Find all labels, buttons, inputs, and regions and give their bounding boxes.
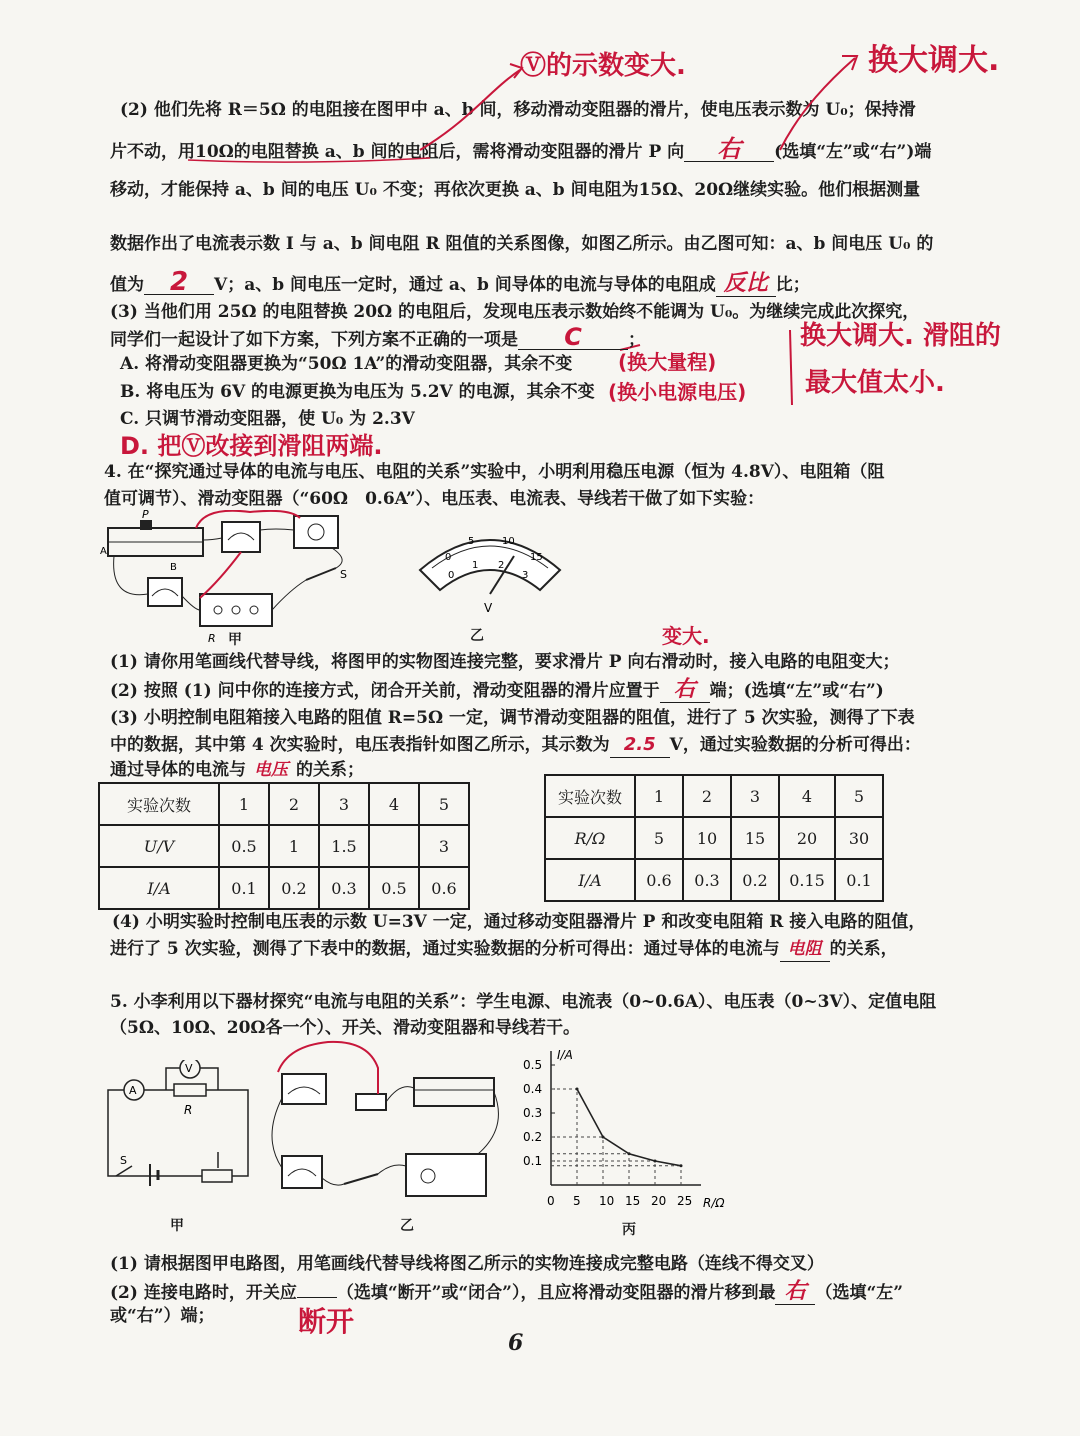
y-tick-label: 0.5 (523, 1058, 543, 1072)
table2-cell: 30 (835, 817, 883, 859)
annotation-right-note2: 最大值太小. (805, 368, 945, 398)
q3-line2 (110, 325, 645, 352)
q4-part3-line3-a: 通过导体的电流与 (110, 760, 246, 780)
q4-part4-line1: (4) 小明实验时控制电压表的示数 U=3V 一定，通过移动变阻器滑片 P 和改变电阻箱 R 接入电路的阻值， (112, 912, 926, 932)
table2-cell: 4 (779, 775, 835, 817)
y-tick-label: 0.1 (523, 1154, 543, 1168)
q4-table-voltage (98, 782, 470, 910)
q4-part2 (110, 678, 884, 703)
table2-cell: 5 (835, 775, 883, 817)
q3-line2-a: 同学们一起设计了如下方案，下列方案不正确的一项是 (110, 330, 518, 350)
q4-fig-a-label: 甲 (228, 632, 242, 648)
page-number: 6 (508, 1330, 524, 1356)
svg-text:15: 15 (530, 552, 543, 563)
annotation-option-b: (换小电源电压) (608, 380, 747, 404)
annotation-option-d: D. 把Ⓥ改接到滑阻两端. (120, 432, 383, 460)
svg-text:S: S (120, 1154, 127, 1167)
annotation-swap-larger: 换大调大. (868, 43, 1000, 78)
svg-text:1: 1 (472, 560, 479, 571)
q5-part2-a: (2) 连接电路时，开关应 (110, 1283, 297, 1303)
q3-option-b: B. 将电压为 6V 的电源更换为电压为 5.2V 的电源，其余不变 (120, 382, 595, 402)
table2-row-label: R/Ω (545, 817, 635, 859)
data-point (628, 1152, 631, 1155)
q4-part2-a: (2) 按照 (1) 问中你的连接方式，闭合开关前，滑动变阻器的滑片应置于 (110, 681, 660, 701)
q3-answer: C (518, 325, 628, 350)
svg-text:2: 2 (498, 560, 505, 571)
q2-line5-a: 值为 (110, 275, 144, 295)
table2-cell: 0.3 (683, 859, 731, 901)
q5-part2-c: （选填“左” (815, 1283, 904, 1303)
q2-line1: (2) 他们先将 R＝5Ω 的电阻接在图甲中 a、b 间，移动滑动变阻器的滑片，使电压表示数为 U₀；保持滑 (120, 100, 916, 120)
q5-part2 (110, 1280, 903, 1305)
q5-intro2: （5Ω、10Ω、20Ω各一个）、开关、滑动变阻器和导线若干。 (110, 1018, 581, 1038)
q5-part2-b: （选填“断开”或“闭合”），且应将滑动变阻器的滑片移到最 (336, 1283, 776, 1303)
svg-text:V: V (185, 1062, 193, 1075)
svg-text:A: A (100, 546, 107, 557)
data-point (576, 1088, 579, 1091)
svg-text:R: R (208, 632, 216, 645)
table2-cell: 1 (635, 775, 683, 817)
table1-cell: 2 (269, 783, 319, 825)
annotation-voltmeter-increase: Ⓥ的示数变大. (520, 51, 686, 81)
x-tick-label: 0 (547, 1194, 555, 1208)
svg-text:P: P (142, 510, 149, 521)
table2-cell: 15 (731, 817, 779, 859)
q2-line4: 数据作出了电流表示数 I 与 a、b 间电阻 R 阻值的关系图像，如图乙所示。由乙图可知：a、b 间电压 U₀ 的 (110, 234, 934, 254)
q4-answer-end: 右 (660, 678, 710, 703)
q4-answer-resistance: 电阻 (780, 937, 830, 962)
q2-answer-inverse: 反比 (716, 272, 776, 297)
q4-part4-line2 (110, 937, 898, 962)
table1-cell: 3 (419, 825, 469, 867)
table1-cell: 4 (369, 783, 419, 825)
table1-cell: 1.5 (319, 825, 369, 867)
table1-row-label: U/V (99, 825, 219, 867)
svg-text:0: 0 (445, 552, 452, 563)
q4-part3-line3-b: 的关系； (296, 760, 364, 780)
svg-text:S: S (340, 568, 347, 581)
x-tick-label: 25 (677, 1194, 693, 1208)
svg-text:A: A (129, 1084, 137, 1097)
data-point (654, 1160, 657, 1163)
q5-part2-line2: 或“右”）端； (110, 1306, 215, 1326)
table2-cell: 10 (683, 817, 731, 859)
table2-cell: 0.6 (635, 859, 683, 901)
data-point (602, 1136, 605, 1139)
table1-cell: 3 (319, 783, 369, 825)
q2-line2-a: 片不动，用10Ω的电阻替换 a、b 间的电阻后，需将滑动变阻器的滑片 P 向 (110, 142, 685, 162)
voltmeter-label: V (484, 601, 493, 615)
annotation-q5-answer: 断开 (298, 1305, 355, 1338)
q5-part1: (1) 请根据图甲电路图，用笔画线代替导线将图乙所示的实物连接成完整电路（连线不得交叉） (110, 1254, 824, 1274)
q2-line2-b: (选填“左”或“右”)端 (774, 142, 932, 162)
q5-answer-end: 右 (775, 1280, 815, 1305)
table1-row-label: I/A (99, 867, 219, 909)
table2-header: 实验次数 (545, 775, 635, 817)
q2-line5-c: 比； (775, 275, 810, 295)
q5-intro1: 5. 小李利用以下器材探究“电流与电阻的关系”：学生电源、电流表（0~0.6A）、电压表（0~3V）、定值电阻 (110, 992, 937, 1012)
q5-fig-a-label: 甲 (170, 1218, 184, 1234)
q5-blank-switch (297, 1297, 337, 1298)
table2-cell: 0.1 (835, 859, 883, 901)
x-tick-label: 15 (625, 1194, 641, 1208)
q4-part3-line2 (110, 733, 921, 758)
y-tick-label: 0.2 (523, 1130, 543, 1144)
table1-cell: 0.2 (269, 867, 319, 909)
q4-part4-line2-a: 进行了 5 次实验，测得了下表中的数据，通过实验数据的分析可得出：通过导体的电流与 (110, 939, 780, 959)
y-axis-label: I/A (557, 1048, 573, 1062)
table2-cell: 0.15 (779, 859, 835, 901)
q4-table-resistance (544, 774, 884, 902)
q2-line3: 移动，才能保持 a、b 间的电压 U₀ 不变；再依次更换 a、b 间电阻为15Ω、20Ω继续实验。他们根据测量 (110, 180, 921, 200)
q4-part3-line2-a: 中的数据，其中第 4 次实验时，电压表指针如图乙所示，其示数为 (110, 735, 610, 755)
table1-cell: 0.6 (419, 867, 469, 909)
q4-answer-reading: 2.5 (610, 733, 670, 758)
table2-cell: 20 (779, 817, 835, 859)
q4-part3-line3 (110, 758, 364, 783)
q4-fig-b-label: 乙 (470, 628, 484, 644)
q4-intro1: 4. 在“探究通过导体的电流与电压、电阻的关系”实验中，小明利用稳压电源（恒为 4.8V）、电阻箱（阻 (104, 462, 885, 482)
x-tick-label: 10 (599, 1194, 615, 1208)
q4-voltmeter-dial (410, 520, 570, 630)
annotation-q4-change: 变大. (662, 624, 710, 648)
q2-answer-direction: 右 (684, 137, 774, 162)
q4-part1: (1) 请你用笔画线代替导线，将图甲的实物图连接完整，要求滑片 P 向右滑动时，接入电路的电阻变大； (110, 652, 900, 672)
q4-part2-b: 端；(选填“左”或“右”) (709, 681, 884, 701)
q5-fig-c-label: 丙 (622, 1222, 636, 1238)
table2-cell: 5 (635, 817, 683, 859)
q5-physical-setup (268, 1038, 508, 1208)
table1-cell: 0.5 (369, 867, 419, 909)
svg-text:B: B (170, 562, 177, 573)
x-tick-label: 5 (573, 1194, 581, 1208)
q3-line1: (3) 当他们用 25Ω 的电阻替换 20Ω 的电阻后，发现电压表示数始终不能调为 U₀。为继续完成此次探究， (110, 302, 920, 322)
q4-answer-voltage: 电压 (246, 758, 296, 783)
y-tick-label: 0.3 (523, 1106, 543, 1120)
q5-chart (515, 1045, 725, 1220)
q5-fig-b-label: 乙 (400, 1218, 414, 1234)
svg-text:5: 5 (468, 536, 475, 547)
svg-text:10: 10 (502, 536, 515, 547)
svg-text:3: 3 (522, 570, 529, 581)
table1-cell: 1 (219, 783, 269, 825)
q4-intro2: 值可调节）、滑动变阻器（“60Ω 0.6A”）、电压表、电流表、导线若干做了如下实验： (104, 489, 765, 509)
q4-part3-line1: (3) 小明控制电阻箱接入电路的阻值 R=5Ω 一定，调节滑动变阻器的阻值，进行了 5 次实验，测得了下表 (110, 708, 915, 728)
table1-cell: 0.3 (319, 867, 369, 909)
table2-cell: 2 (683, 775, 731, 817)
data-point (680, 1164, 683, 1167)
q4-part3-line2-b: V，通过实验数据的分析可得出： (669, 735, 921, 755)
x-axis-label: R/Ω (703, 1196, 725, 1210)
table1-cell: 0.1 (219, 867, 269, 909)
q5-circuit-diagram (100, 1060, 260, 1190)
q3-option-c: C. 只调节滑动变阻器，使 U₀ 为 2.3V (120, 409, 415, 429)
q4-part4-line2-b: 的关系， (829, 939, 898, 959)
table1-cell: 0.5 (219, 825, 269, 867)
table1-cell: 5 (419, 783, 469, 825)
table2-cell: 3 (731, 775, 779, 817)
q2-answer-voltage: 2 (144, 270, 214, 295)
table1-header: 实验次数 (99, 783, 219, 825)
annotation-right-note1: 换大调大. 滑阻的 (800, 321, 1001, 351)
table1-cell (369, 825, 419, 867)
svg-text:R: R (184, 1103, 193, 1117)
q2-line5-b: V；a、b 间电压一定时，通过 a、b 间导体的电流与导体的电阻成 (214, 275, 716, 295)
x-tick-label: 20 (651, 1194, 667, 1208)
svg-text:0: 0 (448, 570, 455, 581)
y-tick-label: 0.4 (523, 1082, 543, 1096)
table2-cell: 0.2 (731, 859, 779, 901)
annotation-option-a: (换大量程) (618, 350, 717, 374)
table2-row-label: I/A (545, 859, 635, 901)
q3-option-a: A. 将滑动变阻器更换为“50Ω 1A”的滑动变阻器，其余不变 (120, 354, 573, 374)
q3-line2-b: ； (628, 330, 645, 350)
table1-cell: 1 (269, 825, 319, 867)
